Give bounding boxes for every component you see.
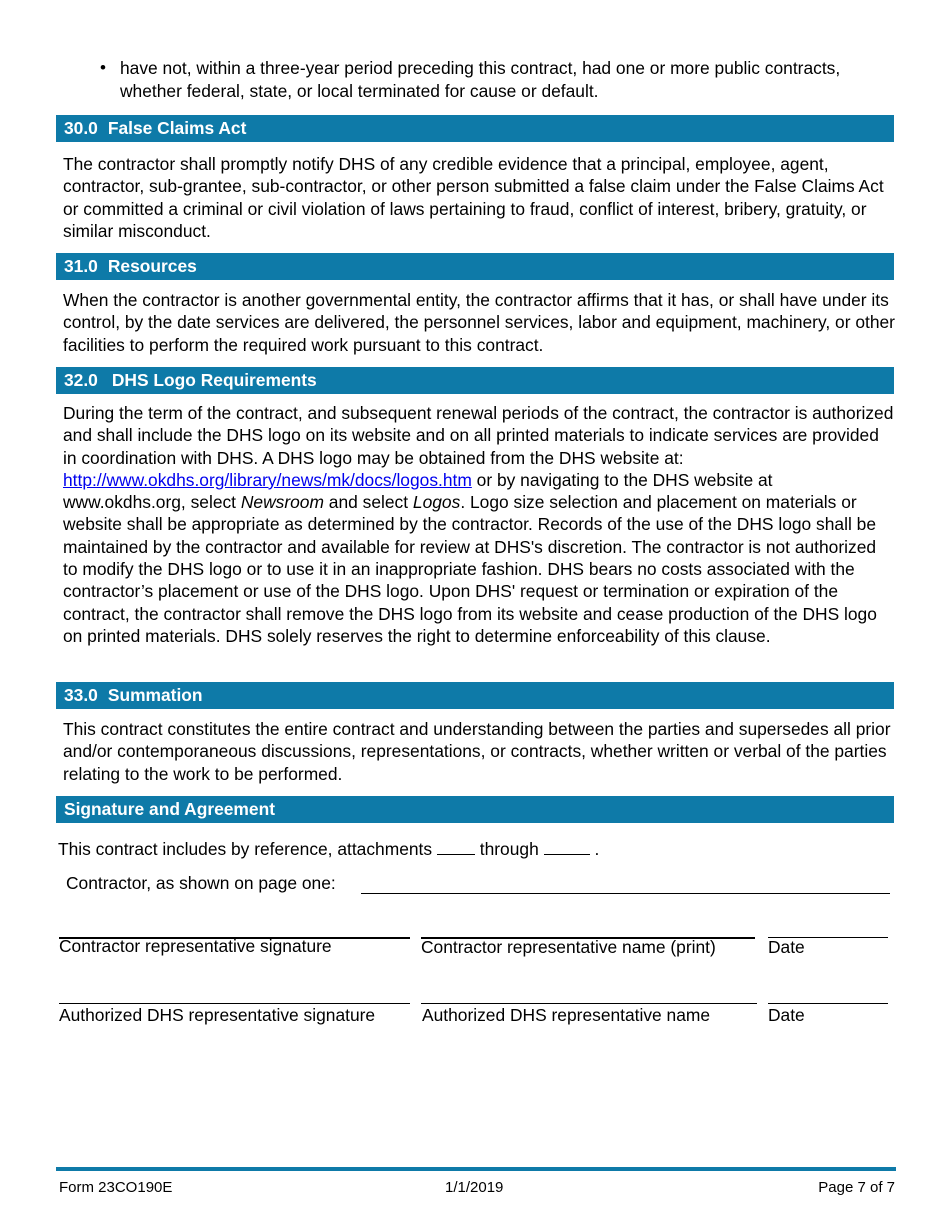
attachments-end: . (594, 839, 600, 859)
body-text-italic: Newsroom (240, 492, 324, 513)
contractor-name-field[interactable] (361, 893, 890, 894)
dhs-logos-link[interactable]: http://www.okdhs.org/library/news/mk/docs/logos.htm (63, 469, 472, 490)
section-header-summation (56, 682, 894, 709)
section-number: 32.0 (64, 370, 98, 390)
attachments-line (58, 838, 599, 860)
dhs-signature-label: Authorized DHS representative signature (59, 1005, 376, 1025)
bullet-text: have not, within a three-year period preceding this contract, had one or more public contracts, whether federal, state, or local terminated for cause or default. (120, 58, 841, 101)
section-title: Resources (107, 256, 197, 276)
footer-form-number: Form 23CO190E (59, 1179, 173, 1196)
dhs-name-label: Authorized DHS representative name (422, 1005, 711, 1025)
section-body-false-claims: The contractor shall promptly notify DHS of any credible evidence that a principal, employee, agent, contractor, sub-grantee, sub-contractor, or other person submitted a false claim under the False Claims Act or committed a criminal or civil violation of laws pertaining to fraud, conflict of interest, bribery, gratuity, or similar misconduct. (63, 154, 884, 241)
body-text: and select (323, 492, 413, 513)
attachments-through: through (479, 839, 539, 859)
section-body-resources: When the contractor is another governmental entity, the contractor affirms that it has, or shall have under its control, by the date services are delivered, the personnel services, labor and equipment, machinery, or other facilities to perform the required work pursuant to this contract. (63, 290, 895, 355)
footer-divider (56, 1167, 896, 1171)
section-title: False Claims Act (107, 118, 247, 138)
section-header-logo-requirements (56, 367, 894, 394)
body-text: . Logo size selection and placement on materials or website shall be appropriate as determined by the contractor. Records of the use of the DHS logo shall be maintained by the contractor and available for review at DHS's discretion. The contractor is not authorized to modify the DHS logo or to use it in an inappropriate fashion. DHS bears no costs associated with the contractor’s placement or use of the DHS logo. Upon DHS' request or termination or expiration of the contract, the contractor shall remove the DHS logo from its website and cease production of the DHS logo on printed materials. DHS solely reserves the right to determine enforceability of this clause. (63, 492, 877, 646)
section-title: Summation (107, 685, 203, 705)
bullet-icon: • (100, 58, 106, 77)
body-text: or by navigating to the DHS website at www.okdhs.org, select (63, 469, 773, 513)
section-title: Signature and Agreement (64, 799, 275, 819)
section-header-signature (56, 796, 894, 823)
section-header-resources (56, 253, 894, 280)
attachment-end-field[interactable] (544, 838, 590, 855)
footer-page-number: Page 7 of 7 (818, 1179, 895, 1196)
contractor-label: Contractor, as shown on page one: (66, 873, 336, 893)
list-item (100, 57, 900, 102)
body-text: During the term of the contract, and subsequent renewal periods of the contract, the contractor is authorized and shall include the DHS logo on its website and on all printed materials to indicate services are provided in coordination with DHS. A DHS logo may be obtained from the DHS website at: (63, 403, 894, 468)
section-number: 33.0 (64, 685, 98, 705)
section-number: 30.0 (64, 118, 98, 138)
footer-date: 1/1/2019 (445, 1179, 504, 1196)
body-text-italic: Logos (412, 492, 461, 513)
attachments-prefix: This contract includes by reference, attachments (58, 839, 433, 859)
section-number: 31.0 (64, 256, 98, 276)
section-title: DHS Logo Requirements (111, 370, 317, 390)
attachment-start-field[interactable] (437, 838, 475, 855)
section-body-summation: This contract constitutes the entire contract and understanding between the parties and supersedes all prior and/or contemporaneous discussions, representations, or contracts, whether written or verbal of the parties relating to the work to be performed. (63, 719, 891, 784)
dhs-date-label: Date (768, 1005, 805, 1025)
contractor-name-label: Contractor representative name (print) (421, 937, 716, 957)
section-body-logo-requirements (63, 402, 895, 647)
contractor-signature-label: Contractor representative signature (59, 936, 332, 956)
contractor-date-label: Date (768, 937, 805, 957)
section-header-false-claims (56, 115, 894, 142)
